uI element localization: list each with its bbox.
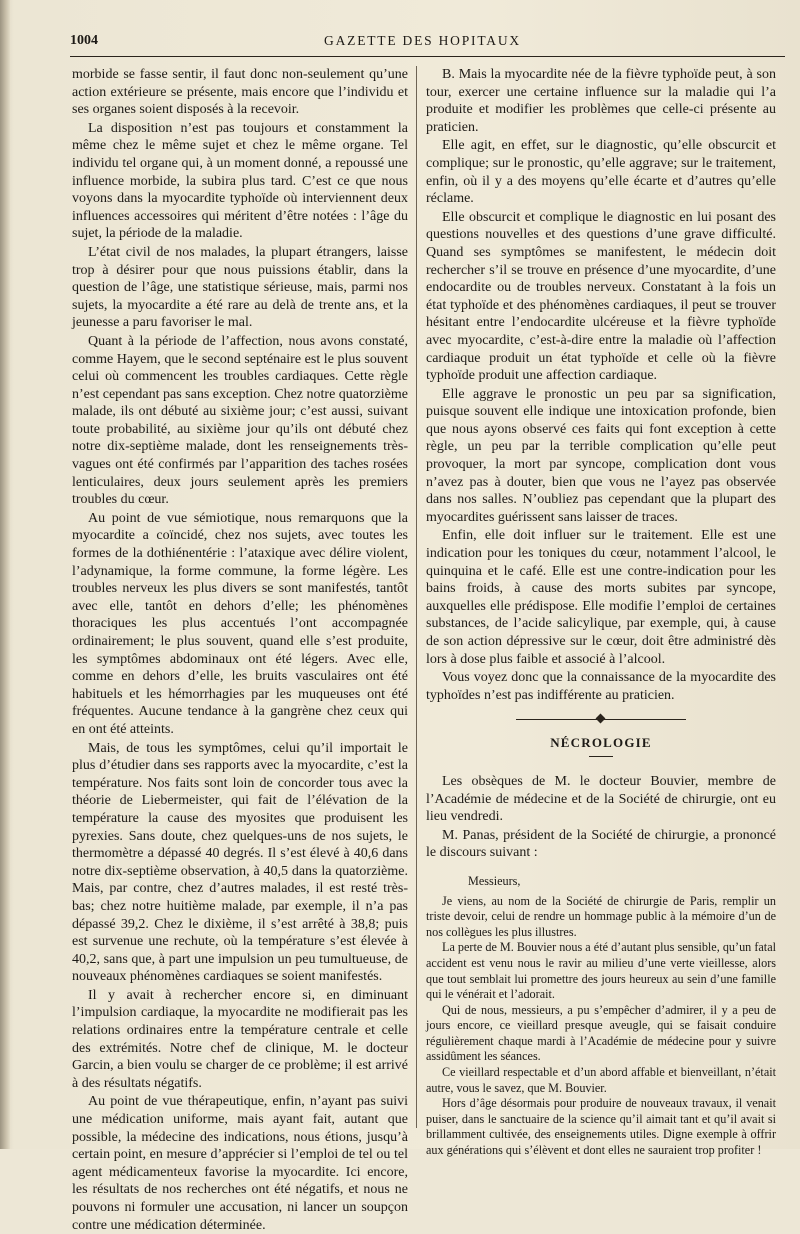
necrology-title: NÉCROLOGIE xyxy=(550,735,652,751)
paragraph: L’état civil de nos malades, la plupart étrangers, laisse trop à désirer pour que nous puissions établir, dans la question de l’âge, une statistique sérieuse, mais, parmi nos sujets, la myocardite a été rare au delà de trente ans, et la jeunesse a paru favoriser le mal. xyxy=(72,244,408,331)
paragraph: Mais, de tous les symptômes, celui qu’il importait le plus d’étudier dans ses rapports avec la myocardite, c’est la température. Nos faits sont loin de concorder tous avec la théorie de Liebermeister, qui fait de l’élévation de la température la cause des myosites que produisent les pyrexies. Sans doute, chez quelques-uns de nos sujets, le thermomètre a dépassé 40 degrés. Il s’est élevé à 40,6 dans notre dix-septième observation, à 40,5 dans la quatorzième. Mais, par contre, chez d’autres malades, il est resté très-bas; chez notre huitième malade, par exemple, il n’a pas dépassé 39,2. Chez le dixième, il s’est arrêté à 38,8; puis est survenue une rechute, où la température s’est élevée à 40,2, sans que, à part une impulsion un peu tumultueuse, de nouveaux phénomènes cardiaques se soient manifestés. xyxy=(72,740,408,985)
page-binding-edge xyxy=(0,0,10,1149)
page-header xyxy=(60,30,785,54)
speech-salutation: Messieurs, xyxy=(468,873,521,888)
page-number: 1004 xyxy=(70,33,98,48)
paragraph: Elle aggrave le pronostic un peu par sa signification, puisque souvent elle indique une intoxication profonde, bien que nous ayons observé ces faits qui font exception à cette règle, un peu par la terrible complication qu’elle peut provoquer, la mort par syncope, complication dont vous n’avez pas à douter, bien que vous ne l’ayez pas observée dans nos salles. N’oubliez pas cependant que la plupart des myocardites guérissent sans laisser de traces. xyxy=(426,386,776,525)
paragraph: Elle agit, en effet, sur le diagnostic, qu’elle obscurcit et complique; sur le pronostic, qu’elle aggrave; sur le traitement, enfin, où il y a des moyens qu’elle écarte et d’autres qu’elle réclame. xyxy=(426,138,776,207)
header-rule xyxy=(70,56,785,57)
speech-paragraph: Qui de nous, messieurs, a pu s’empêcher d’admirer, il y a peu de jours encore, ce vieillard presque aveugle, qui se faisait conduire régulièrement chaque mardi à l’Académie de médecine pour y suivre assidûment les séances. xyxy=(426,1002,776,1064)
column-divider xyxy=(416,66,417,1128)
left-column xyxy=(72,66,408,1233)
necrology-paragraph: Les obsèques de M. le docteur Bouvier, membre de l’Académie de médecine et de la Société de chirurgie, ont eu lieu vendredi. xyxy=(426,773,776,825)
paragraph: morbide se fasse sentir, il faut donc non-seulement qu’une action extérieure se présente, mais encore que l’individu et ses organes soient disposés à la recevoir. xyxy=(72,67,408,118)
necrology-paragraph: M. Panas, président de la Société de chirurgie, a prononcé le discours suivant : xyxy=(426,827,776,861)
section-separator xyxy=(426,714,776,726)
paragraph: Au point de vue sémiotique, nous remarquons que la myocardite a coïncidé, chez nos sujets, avec toutes les formes de la dothiénentérie : l’ataxique avec délire violent, l’adynamique, la forme commune, la forme légère. Les troubles nerveux les plus divers se sont manifestés, tantôt avec elle, tantôt en dehors d’elle; les phénomènes thoraciques les plus accentués l’ont accompagnée ordinairement; le plus souvent, quand elle s’est produite, les symptômes abdominaux ont été légers. Avec elle, comme en dehors d’elle, les bruits vasculaires ont été habituels et les hémorrhagies par les muqueuses ont été fréquentes. Aucune tendance à la gangrène chez ceux qui en ont été atteints. xyxy=(72,510,408,737)
paragraph: Enfin, elle doit influer sur le traitement. Elle est une indication pour les toniques du cœur, notamment l’alcool, le quinquina et le café. Elle est une contre-indication pour les bains froids, à cause des morts subites par syncope, auxquelles elle prédispose. Elle modifie l’emploi de certaines substances, de l’acide salicylique, par exemple, qui, à cause de son action dépressive sur le cœur, doit être administré dès lors à dose plus faible et associé à l’alcool. xyxy=(426,528,776,667)
speech-paragraph: La perte de M. Bouvier nous a été d’autant plus sensible, qu’un fatal accident est venu nous le ravir au milieu d’une verte vieillesse, alors que tout semblait lui promettre des jours heureux au sein d’une famille qui le vénérait et l’adorait. xyxy=(426,940,776,1002)
paragraph: Quant à la période de l’affection, nous avons constaté, comme Hayem, que le second septénaire est le plus souvent celui où commencent les troubles cardiaques. Cette règle n’est cependant pas sans exception. Chez notre quatorzième malade, ils ont débuté au sixième jour; c’est aussi, suivant toute probabilité, au sixième jour qu’ils ont débuté chez notre dix-septième malade, dont les renseignements très-vagues ont été confirmés par l’apparition des taches rosées lenticulaires, deux jours seulement après les premiers troubles du cœur. xyxy=(72,333,408,508)
speech-paragraph: Je viens, au nom de la Société de chirurgie de Paris, remplir un triste devoir, celui de rendre un hommage public à la mémoire d’un de nos collègues les plus illustres. xyxy=(426,893,776,939)
funeral-speech xyxy=(426,874,776,1159)
right-column xyxy=(426,66,776,1158)
speech-paragraph: Ce vieillard respectable et d’un abord affable et bienveillant, n’était autre, vous le savez, que M. Bouvier. xyxy=(426,1065,776,1095)
running-title: GAZETTE DES HOPITAUX xyxy=(324,33,521,48)
title-rule xyxy=(589,756,613,757)
separator-diamond-icon xyxy=(596,714,606,724)
paragraph: Au point de vue thérapeutique, enfin, n’ayant pas suivi une médication uniforme, mais ayant fait, autant que possible, la médecine des indications, nous étions, jusqu’à certain point, en mesure d’apprécier si l’emploi de tel ou tel agent médicamenteux favorise la myocardite. Ici encore, les résultats de nos recherches ont été négatifs, et nous ne pouvons ni formuler une accusation, ni lancer un soupçon contre une médication déterminée. xyxy=(72,1094,408,1233)
speech-paragraph: Hors d’âge désormais pour produire de nouveaux travaux, il venait puiser, dans le sanctuaire de la science qu’il aimait tant et qu’il avait si brillamment cultivée, des enseignements utiles. Digne exemple à offrir aux générations qui s’élèvent et dont elles ne sauraient trop profiter ! xyxy=(426,1096,776,1158)
paragraph: Elle obscurcit et complique le diagnostic en lui posant des questions nouvelles et des questions d’une grave difficulté. Quand ses symptômes se manifestent, le médecin doit rechercher s’il se trouve en présence d’une myocardite, d’une endocardite ou de troubles nerveux. Constatant à la fois un état typhoïde et des phénomènes cardiaques, il peut se trouver hésitant entre l’endocardite ulcéreuse et la fièvre typhoïde avec myocardite, c’est-à-dire entre la maladie où l’affection cardiaque produit un état typhoïde et celle où la fièvre typhoïde produit une affection cardiaque. xyxy=(426,209,776,384)
paragraph: Il y avait à rechercher encore si, en diminuant l’impulsion cardiaque, la myocardite ne modifierait pas les relations ordinaires entre la température centrale et celle des extrémités. Notre chef de clinique, M. le docteur Garcin, a bien voulu se charger de ce problème; il est arrivé à des résultats négatifs. xyxy=(72,987,408,1091)
paragraph: B. Mais la myocardite née de la fièvre typhoïde peut, à son tour, exercer une certaine influence sur la maladie qui l’a produite et modifier les problèmes que celle-ci présente au praticien. xyxy=(426,67,776,135)
paragraph: Vous voyez donc que la connaissance de la myocardite des typhoïdes n’est pas indifférente au praticien. xyxy=(426,670,776,703)
paragraph: La disposition n’est pas toujours et constamment la même chez le même sujet et chez le même organe. Tel individu tel organe qui, à un moment donné, a repoussé une influence morbide, la subira plus tard. C’est ce que nous voyons dans la myocardite typhoïde où interviennent deux influences accessoires qui méritent d’être notées : l’âge du sujet, la période de la maladie. xyxy=(72,120,408,242)
